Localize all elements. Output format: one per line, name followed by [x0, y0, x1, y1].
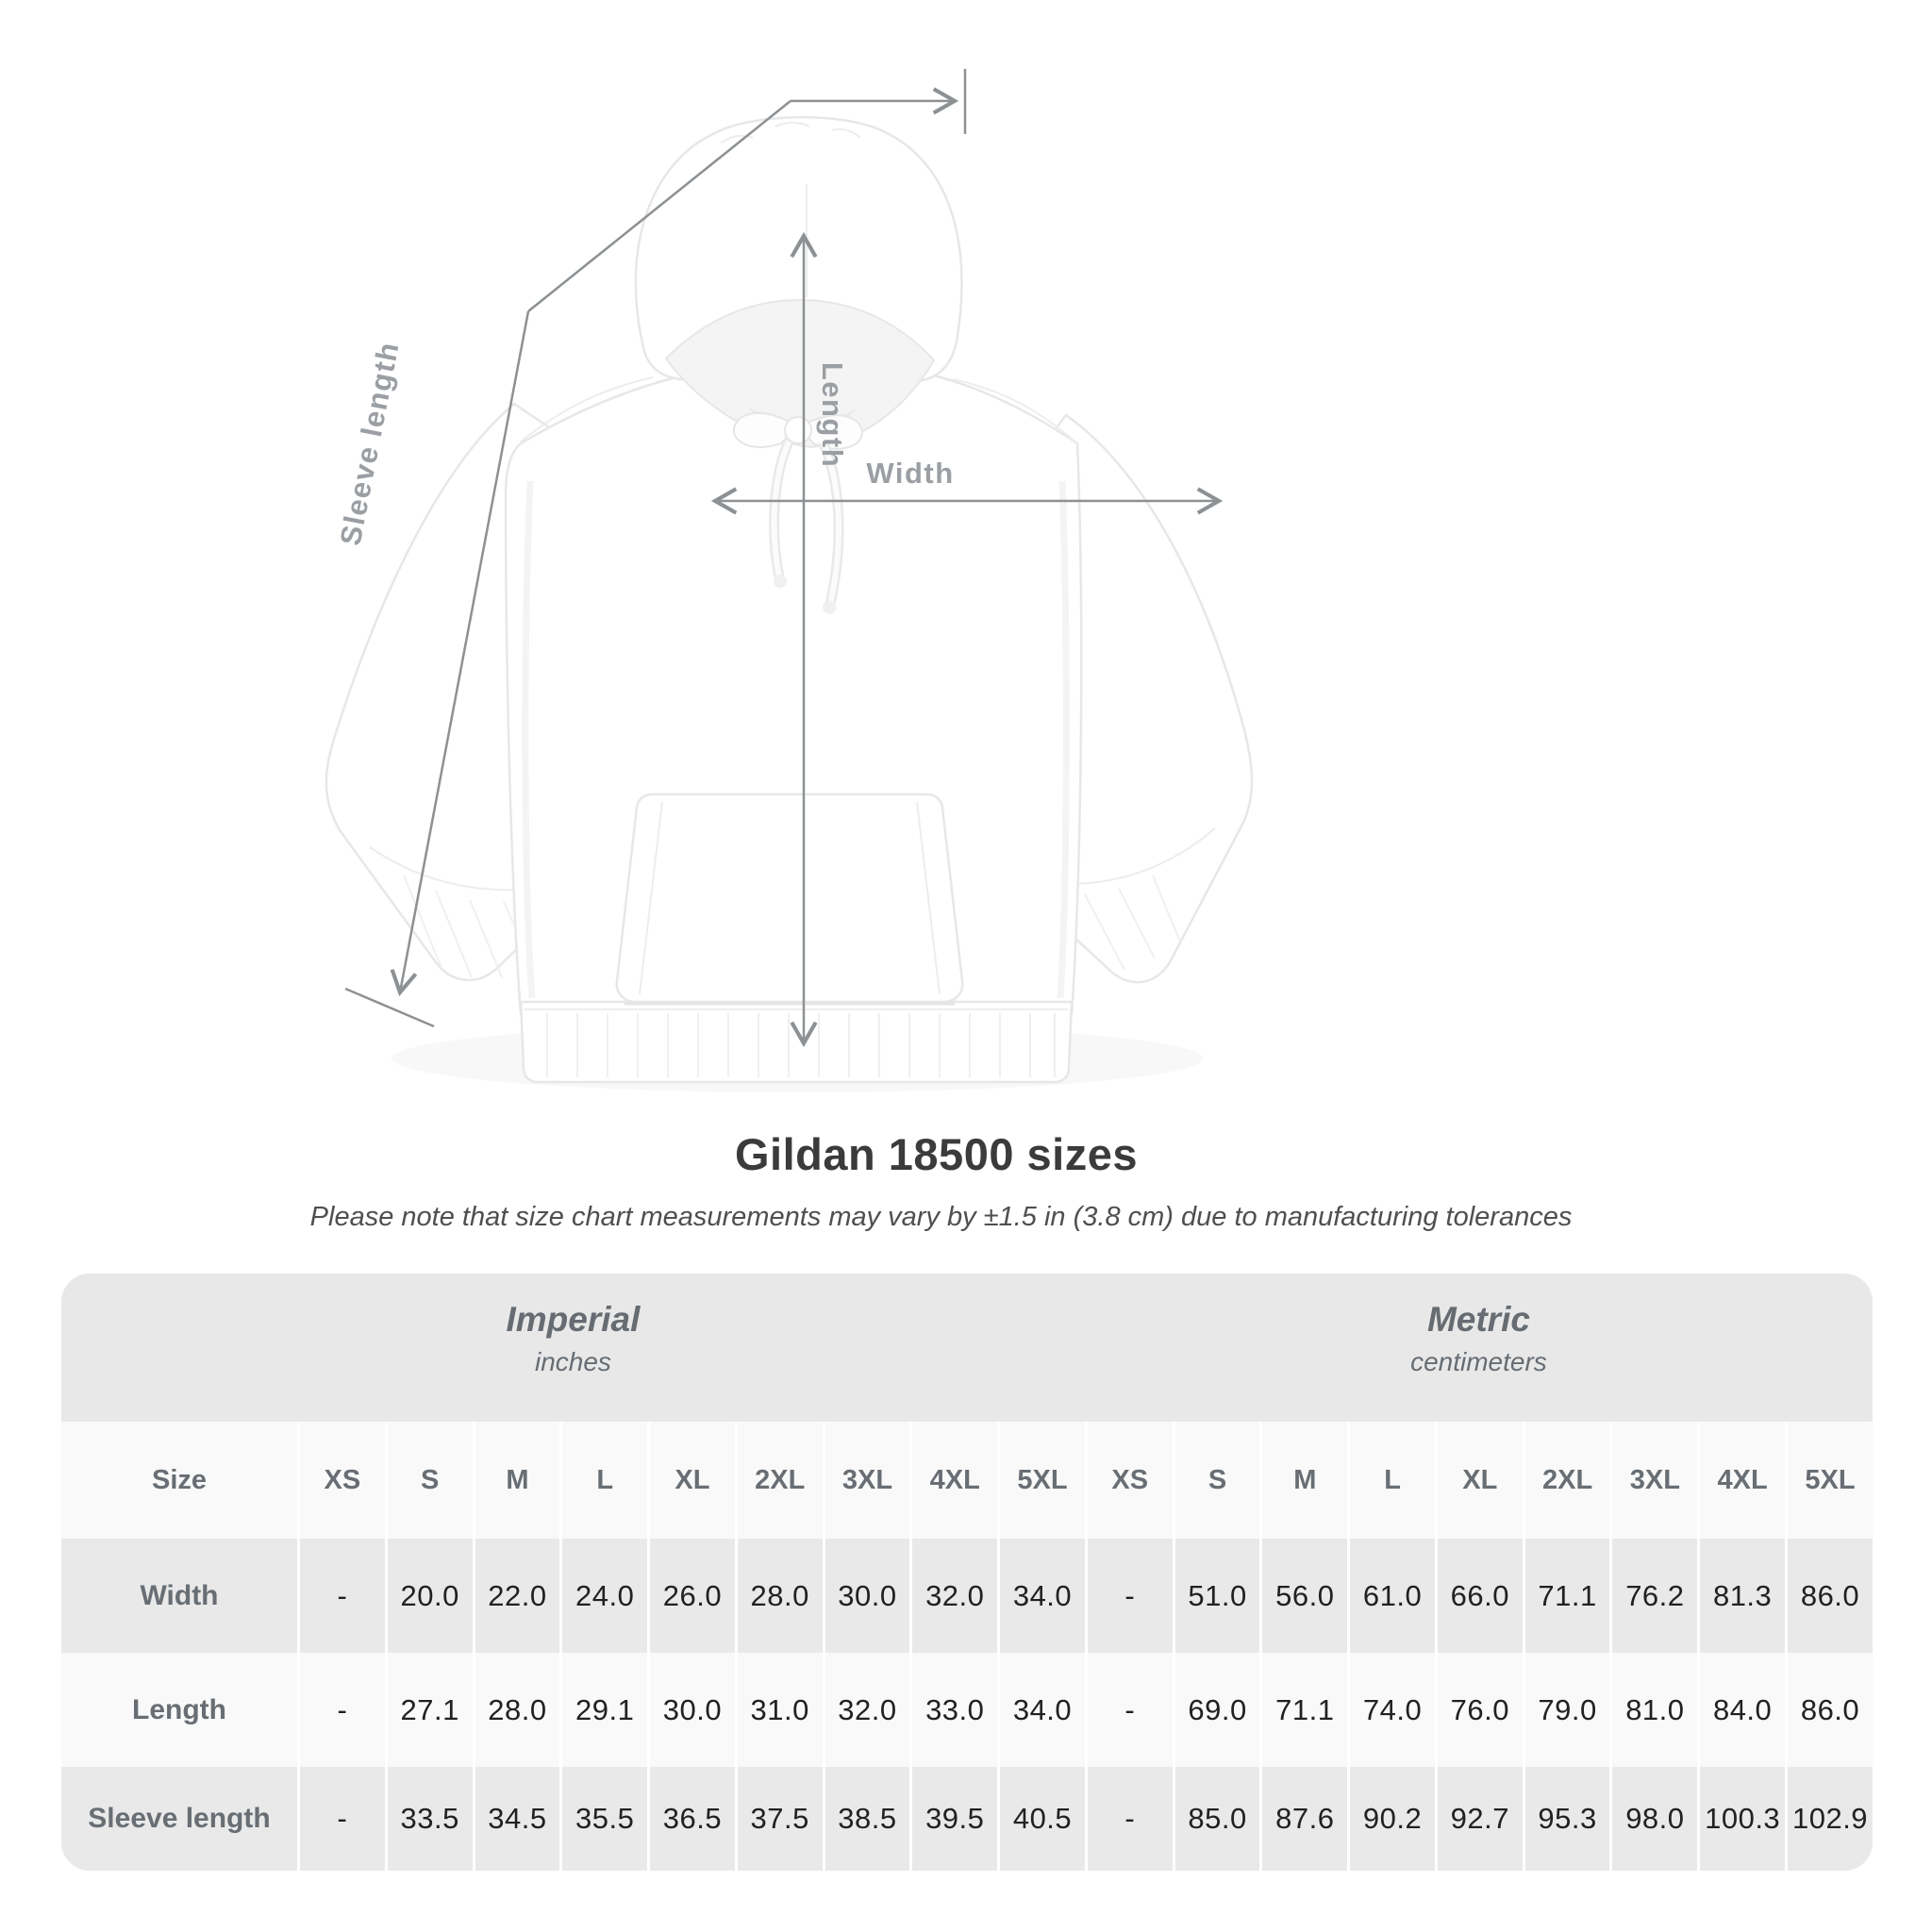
- length-label: Length: [816, 361, 849, 469]
- size-col-header: 3XL: [1609, 1422, 1697, 1539]
- metric-title: Metric: [1426, 1300, 1530, 1339]
- measurement-cell: 29.1: [559, 1653, 647, 1767]
- hoodie-pocket: [617, 794, 963, 1004]
- size-col-header: 5XL: [1785, 1422, 1873, 1539]
- measurement-cell: 32.0: [909, 1539, 997, 1653]
- row-label: Sleeve length: [88, 1803, 271, 1834]
- imperial-title: Imperial: [506, 1300, 641, 1339]
- size-table-body: [61, 1539, 1873, 1871]
- measurement-cell: 33.5: [385, 1767, 473, 1871]
- measurement-cell: 86.0: [1785, 1539, 1873, 1653]
- imperial-header: [61, 1274, 1085, 1422]
- measurement-cell: 26.0: [647, 1539, 735, 1653]
- measurement-cell: 100.3: [1697, 1767, 1785, 1871]
- measurement-cell: 90.2: [1347, 1767, 1435, 1871]
- unit-header-row: [61, 1274, 1873, 1422]
- size-col-header: 3XL: [823, 1422, 910, 1539]
- size-col-header: L: [559, 1422, 647, 1539]
- measurement-cell: 28.0: [473, 1653, 560, 1767]
- measurement-cell: 51.0: [1173, 1539, 1260, 1653]
- measurement-cell: 34.0: [997, 1539, 1085, 1653]
- measurement-cell: 32.0: [823, 1653, 910, 1767]
- size-col-header: 2XL: [1523, 1422, 1610, 1539]
- metric-unit: centimeters: [1410, 1347, 1547, 1376]
- width-label: Width: [866, 457, 955, 490]
- size-table: [61, 1274, 1873, 1871]
- size-col-header: XL: [1435, 1422, 1523, 1539]
- measurement-cell: 20.0: [385, 1539, 473, 1653]
- sleeve-length-label: Sleeve length: [333, 338, 406, 549]
- size-table-wrap: [61, 1274, 1873, 1871]
- measurement-cell: -: [1085, 1767, 1173, 1871]
- size-col-header: L: [1347, 1422, 1435, 1539]
- measurement-cell: 71.1: [1259, 1653, 1347, 1767]
- measurement-cell: 30.0: [647, 1653, 735, 1767]
- size-corner-header: Size: [151, 1464, 208, 1495]
- measurement-cell: 24.0: [559, 1539, 647, 1653]
- measurement-cell: 79.0: [1523, 1653, 1610, 1767]
- measurement-cell: 34.5: [473, 1767, 560, 1871]
- measurement-cell: 81.3: [1697, 1539, 1785, 1653]
- size-col-header: 5XL: [997, 1422, 1085, 1539]
- measurement-cell: 71.1: [1523, 1539, 1610, 1653]
- imperial-unit: inches: [534, 1347, 611, 1376]
- measurement-cell: 61.0: [1347, 1539, 1435, 1653]
- row-label: Width: [140, 1579, 219, 1611]
- measurement-cell: -: [297, 1767, 385, 1871]
- measurement-cell: 95.3: [1523, 1767, 1610, 1871]
- measurement-cell: 36.5: [647, 1767, 735, 1871]
- measurement-cell: 30.0: [823, 1539, 910, 1653]
- measurement-cell: 35.5: [559, 1767, 647, 1871]
- measurement-cell: -: [1085, 1539, 1173, 1653]
- measurement-cell: -: [1085, 1653, 1173, 1767]
- size-col-header: XS: [297, 1422, 385, 1539]
- hoodie-hem: [521, 1002, 1072, 1082]
- size-col-header: 2XL: [735, 1422, 823, 1539]
- measurement-cell: 81.0: [1609, 1653, 1697, 1767]
- measurement-cell: 85.0: [1173, 1767, 1260, 1871]
- size-col-header: XL: [647, 1422, 735, 1539]
- measurement-cell: 98.0: [1609, 1767, 1697, 1871]
- size-col-header: S: [385, 1422, 473, 1539]
- size-col-header: M: [473, 1422, 560, 1539]
- measurement-cell: 66.0: [1435, 1539, 1523, 1653]
- measurement-cell: -: [297, 1653, 385, 1767]
- measurement-cell: 34.0: [997, 1653, 1085, 1767]
- size-col-header: M: [1259, 1422, 1347, 1539]
- measurement-cell: 76.0: [1435, 1653, 1523, 1767]
- size-col-header: S: [1173, 1422, 1260, 1539]
- table-row: [61, 1653, 1873, 1767]
- table-row: [61, 1539, 1873, 1653]
- measurement-cell: 28.0: [735, 1539, 823, 1653]
- measurement-cell: 74.0: [1347, 1653, 1435, 1767]
- measurement-cell: 39.5: [909, 1767, 997, 1871]
- measurement-cell: 38.5: [823, 1767, 910, 1871]
- measurement-cell: 86.0: [1785, 1653, 1873, 1767]
- size-col-header: 4XL: [909, 1422, 997, 1539]
- measurement-cell: 69.0: [1173, 1653, 1260, 1767]
- measurement-cell: 22.0: [473, 1539, 560, 1653]
- size-col-header: 4XL: [1697, 1422, 1785, 1539]
- measurement-cell: 31.0: [735, 1653, 823, 1767]
- size-header-row: [61, 1422, 1873, 1539]
- page-subtitle: Please note that size chart measurements may vary by ±1.5 in (3.8 cm) due to manufacturing tolerances: [309, 1202, 1573, 1232]
- size-col-header: XS: [1085, 1422, 1173, 1539]
- measurement-cell: 37.5: [735, 1767, 823, 1871]
- page-title: Gildan 18500 sizes: [734, 1129, 1139, 1179]
- row-label: Length: [132, 1693, 226, 1725]
- table-row: [61, 1767, 1873, 1871]
- metric-header: [1085, 1274, 1873, 1422]
- measurement-cell: 76.2: [1609, 1539, 1697, 1653]
- measurement-cell: 33.0: [909, 1653, 997, 1767]
- measurement-cell: 102.9: [1785, 1767, 1873, 1871]
- measurement-cell: 84.0: [1697, 1653, 1785, 1767]
- measurement-cell: 92.7: [1435, 1767, 1523, 1871]
- measurement-cell: 40.5: [997, 1767, 1085, 1871]
- measurement-cell: 27.1: [385, 1653, 473, 1767]
- measurement-cell: 87.6: [1259, 1767, 1347, 1871]
- measurement-cell: 56.0: [1259, 1539, 1347, 1653]
- measurement-cell: -: [297, 1539, 385, 1653]
